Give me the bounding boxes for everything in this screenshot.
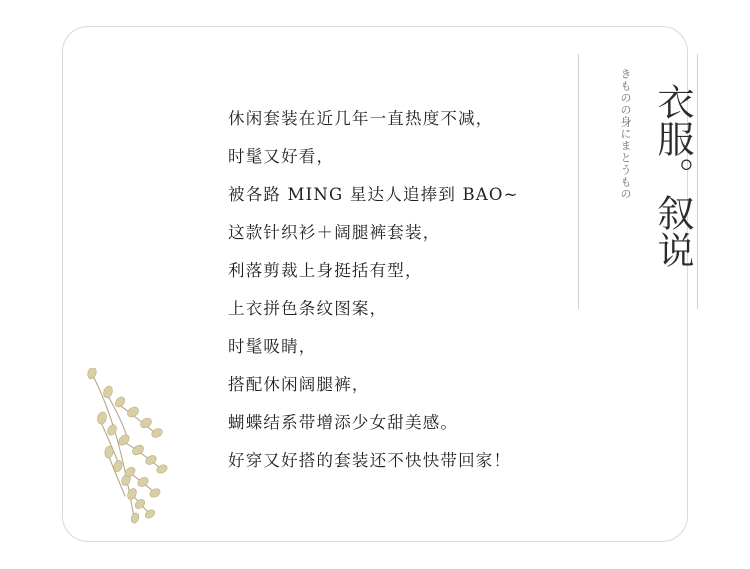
title-divider-right bbox=[697, 54, 698, 309]
body-line: 利落剪裁上身挺括有型， bbox=[228, 261, 423, 280]
body-line: 上衣拼色条纹图案， bbox=[228, 299, 388, 318]
title-subtitle-japanese: きものの身にまとうもの bbox=[619, 68, 632, 200]
body-line: 被各路 MING 星达人追捧到 BAO~ bbox=[228, 185, 519, 204]
dried-flower-sprig bbox=[78, 368, 208, 528]
body-line: 蝴蝶结系带增添少女甜美感。 bbox=[228, 413, 459, 432]
vertical-title-block bbox=[578, 54, 698, 314]
title-main-chinese: 衣服。叙说 bbox=[651, 82, 694, 268]
body-line: 休闲套装在近几年一直热度不减， bbox=[228, 109, 494, 128]
body-line: 这款针织衫＋阔腿裤套装， bbox=[228, 223, 441, 242]
body-line: 时髦吸睛， bbox=[228, 337, 317, 356]
body-line: 搭配休闲阔腿裤， bbox=[228, 375, 370, 394]
body-copy bbox=[228, 100, 528, 480]
body-line: 时髦又好看， bbox=[228, 147, 335, 166]
body-line: 好穿又好搭的套装还不快快带回家！ bbox=[228, 451, 512, 470]
title-divider-left bbox=[578, 54, 579, 309]
